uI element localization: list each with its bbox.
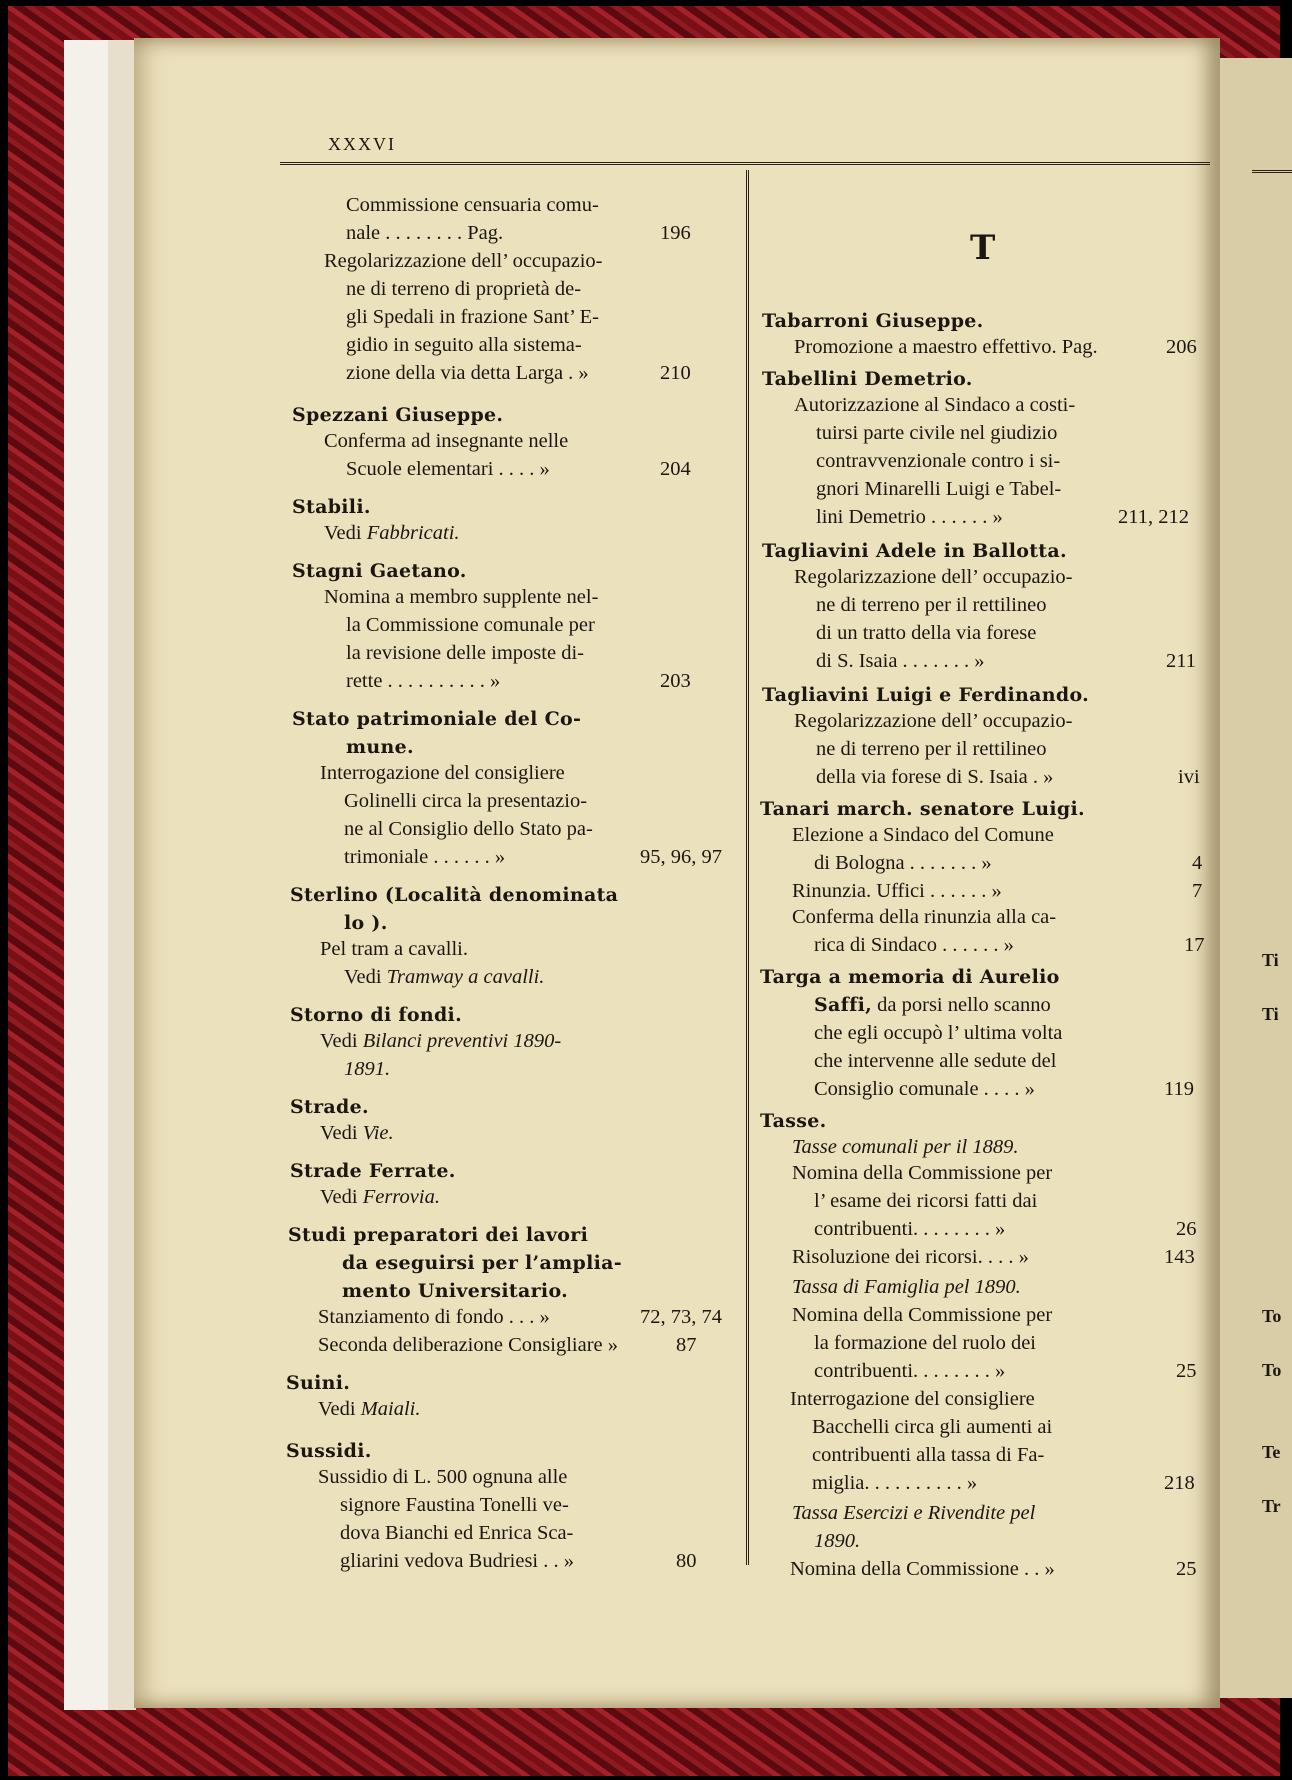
entry-text: 210 xyxy=(660,362,691,384)
entry-text: Saffi, xyxy=(814,994,873,1016)
cross-reference: 1891. xyxy=(344,1058,391,1080)
page-reference xyxy=(1184,934,1205,957)
entry-text: Sterlino (Località denominata xyxy=(290,884,619,906)
entry-text: Strade Ferrate. xyxy=(290,1160,456,1182)
entry-text: Vedi xyxy=(318,1398,361,1420)
entry-text: ivi xyxy=(1178,766,1200,788)
entry-text: Nomina della Commissione . . » xyxy=(790,1558,1055,1580)
entry-text: Nomina a membro supplente nel- xyxy=(324,586,599,608)
page-reference xyxy=(640,1306,722,1329)
entry-text: Stato patrimoniale del Co- xyxy=(292,708,582,730)
index-entry-line xyxy=(812,1444,1044,1467)
index-entry-line xyxy=(814,1050,1056,1073)
entry-text: 203 xyxy=(660,670,691,692)
entry-text: Tabellini Demetrio. xyxy=(762,368,973,390)
entry-text: Regolarizzazione dell’ occupazio- xyxy=(794,710,1073,732)
entry-text: Sussidi. xyxy=(286,1440,372,1462)
index-entry-line xyxy=(816,422,1057,445)
index-entry-line xyxy=(346,334,582,357)
entry-text: 204 xyxy=(660,458,691,480)
entry-text: contribuenti alla tassa di Fa- xyxy=(812,1444,1045,1466)
index-entry-line xyxy=(794,710,1073,733)
entry-text: ne di terreno per il rettilineo xyxy=(816,594,1047,616)
index-entry-line xyxy=(814,1360,1005,1383)
entry-text: mento Universitario. xyxy=(342,1280,568,1302)
entry-text: 26 xyxy=(1176,1218,1197,1240)
entry-text: dova Bianchi ed Enrica Sca- xyxy=(340,1522,574,1544)
index-entry-line xyxy=(792,1162,1052,1185)
index-entry-line xyxy=(814,1218,1005,1241)
index-entry-line xyxy=(816,478,1061,501)
index-entry-line xyxy=(814,1022,1062,1045)
index-heading xyxy=(292,496,371,519)
page-reference xyxy=(640,846,722,869)
entry-text: Sussidio di L. 500 ognuna alle xyxy=(318,1466,568,1488)
entry-text: la revisione delle imposte di- xyxy=(346,642,584,664)
entry-text: Tasse. xyxy=(760,1110,827,1132)
page-gutter xyxy=(108,40,136,1710)
entry-text: 80 xyxy=(676,1550,697,1572)
index-entry-line xyxy=(816,766,1053,789)
entry-text: Studi preparatori dei lavori xyxy=(288,1224,589,1246)
index-heading xyxy=(760,798,1085,821)
entry-text: che intervenne alle sedute del xyxy=(814,1050,1057,1072)
index-entry-line xyxy=(324,586,598,609)
index-entry-line xyxy=(346,194,599,217)
entry-text: Tanari march. senatore Luigi. xyxy=(760,798,1085,820)
index-entry-line xyxy=(816,506,1003,529)
facing-page-fragment: Ti xyxy=(1262,1004,1279,1024)
entry-text-continued: da porsi nello scanno xyxy=(872,994,1051,1016)
entry-text: 17 xyxy=(1184,934,1205,956)
page-reference xyxy=(676,1334,697,1357)
cross-reference: Tasse comunali per il 1889. xyxy=(792,1136,1019,1158)
index-entry-line xyxy=(346,614,595,637)
index-heading xyxy=(342,1280,568,1303)
index-entry-line xyxy=(792,824,1054,847)
entry-text: gnori Minarelli Luigi e Tabel- xyxy=(816,478,1062,500)
entry-text: Scuole elementari . . . . » xyxy=(346,458,550,480)
entry-text: zione della via detta Larga . » xyxy=(346,362,589,384)
entry-text: Storno di fondi. xyxy=(290,1004,462,1026)
entry-text: contravvenzionale contro i si- xyxy=(816,450,1061,472)
index-entry-line xyxy=(792,880,1002,903)
index-heading xyxy=(760,1110,827,1133)
index-heading xyxy=(342,1252,622,1275)
entry-text: della via forese di S. Isaia . » xyxy=(816,766,1054,788)
entry-text: Conferma ad insegnante nelle xyxy=(324,430,569,452)
entry-text: Tagliavini Luigi e Ferdinando. xyxy=(762,684,1090,706)
entry-text: Conferma della rinunzia alla ca- xyxy=(792,906,1057,928)
entry-text: Regolarizzazione dell’ occupazio- xyxy=(794,566,1073,588)
entry-text: che egli occupò l’ ultima volta xyxy=(814,1022,1063,1044)
index-entry-line xyxy=(320,762,565,785)
entry-text: miglia. . . . . . . . . . » xyxy=(812,1472,978,1494)
index-entry-line xyxy=(792,1502,1035,1525)
index-entry-line xyxy=(346,362,589,385)
entry-text: Elezione a Sindaco del Comune xyxy=(792,824,1054,846)
entry-text: mune. xyxy=(346,736,414,758)
entry-text: 143 xyxy=(1164,1246,1195,1268)
entry-text: 25 xyxy=(1176,1558,1197,1580)
entry-text: ne al Consiglio dello Stato pa- xyxy=(344,818,593,840)
entry-text: ne di terreno di proprietà de- xyxy=(346,278,582,300)
index-entry-line xyxy=(792,1136,1018,1159)
index-entry-line xyxy=(816,738,1047,761)
index-entry-line xyxy=(792,1246,1029,1269)
index-entry-line xyxy=(320,938,468,961)
index-entry-line xyxy=(346,222,503,245)
index-heading xyxy=(762,684,1089,707)
index-entry-line xyxy=(318,1306,550,1329)
index-heading xyxy=(762,368,973,391)
cross-reference: 1890. xyxy=(814,1530,861,1552)
index-entry-line xyxy=(814,1530,860,1553)
index-entry-line xyxy=(318,1334,618,1357)
entry-text: 72, 73, 74 xyxy=(640,1306,722,1328)
entry-text: da eseguirsi per l’amplia- xyxy=(342,1252,622,1274)
index-heading xyxy=(286,1440,372,1463)
facing-page-fragment: Tr xyxy=(1262,1496,1281,1516)
index-entry-line xyxy=(344,966,544,989)
entry-text: 25 xyxy=(1176,1360,1197,1382)
entry-text: 87 xyxy=(676,1334,697,1356)
entry-text: Targa a memoria di Aurelio xyxy=(760,966,1060,988)
index-heading xyxy=(290,1004,462,1027)
index-heading xyxy=(760,966,1060,989)
page-reference xyxy=(676,1550,697,1573)
index-entry-line xyxy=(346,642,584,665)
facing-page-fragment: Te xyxy=(1262,1442,1281,1462)
entry-text: Nomina della Commissione per xyxy=(792,1162,1053,1184)
entry-text: Strade. xyxy=(290,1096,369,1118)
entry-text: Risoluzione dei ricorsi. . . . » xyxy=(792,1246,1029,1268)
index-entry-line xyxy=(812,1472,977,1495)
section-letter: T xyxy=(970,228,996,268)
index-entry-line xyxy=(814,1190,1037,1213)
index-entry-line xyxy=(816,450,1060,473)
page-reference xyxy=(660,458,691,481)
index-entry-line xyxy=(794,394,1075,417)
entry-text: di Bologna . . . . . . . » xyxy=(814,852,992,874)
cross-reference: Bilanci preventivi 1890- xyxy=(362,1030,562,1052)
entry-text: 206 xyxy=(1166,336,1197,358)
entry-text: rica di Sindaco . . . . . . » xyxy=(814,934,1014,956)
entry-text: Pel tram a cavalli. xyxy=(320,938,468,960)
index-entry-line xyxy=(340,1494,569,1517)
entry-text: Vedi xyxy=(344,966,387,988)
cross-reference: Tassa Esercizi e Rivendite pel xyxy=(792,1502,1036,1524)
entry-text: nale . . . . . . . . Pag. xyxy=(346,222,504,244)
index-entry-line xyxy=(792,1304,1052,1327)
index-entry-line xyxy=(324,430,568,453)
index-entry-line xyxy=(816,622,1036,645)
index-heading xyxy=(290,1096,369,1119)
entry-text: Autorizzazione al Sindaco a costi- xyxy=(794,394,1076,416)
index-entry-line xyxy=(346,670,500,693)
index-entry-line xyxy=(324,250,603,273)
entry-text: Vedi xyxy=(320,1030,363,1052)
page-reference xyxy=(1118,506,1189,529)
entry-text: Golinelli circa la presentazio- xyxy=(344,790,588,812)
column-divider xyxy=(746,170,749,1565)
entry-text: contribuenti. . . . . . . . » xyxy=(814,1360,1006,1382)
page-reference xyxy=(1192,880,1202,903)
index-entry-line xyxy=(794,336,1098,359)
entry-text: signore Faustina Tonelli ve- xyxy=(340,1494,569,1516)
index-heading xyxy=(290,884,618,907)
entry-text: Promozione a maestro effettivo. Pag. xyxy=(794,336,1098,358)
index-entry-line xyxy=(814,934,1014,957)
index-entry-line xyxy=(814,1332,1036,1355)
entry-text: di S. Isaia . . . . . . . » xyxy=(816,650,985,672)
page-reference xyxy=(1176,1218,1197,1241)
entry-text: Commissione censuaria comu- xyxy=(346,194,599,216)
page-reference xyxy=(1164,1472,1195,1495)
entry-text: Seconda deliberazione Consigliare » xyxy=(318,1334,618,1356)
entry-text: Vedi xyxy=(320,1186,363,1208)
entry-text: Nomina della Commissione per xyxy=(792,1304,1053,1326)
index-entry-line xyxy=(814,1078,1035,1101)
index-heading xyxy=(346,736,414,759)
entry-text: trimoniale . . . . . . » xyxy=(344,846,506,868)
page-reference xyxy=(1176,1360,1197,1383)
page-reference xyxy=(660,222,691,245)
entry-text: Stagni Gaetano. xyxy=(292,560,467,582)
entry-text: 211, 212 xyxy=(1118,506,1189,528)
index-entry-line xyxy=(324,522,460,545)
entry-text: Tagliavini Adele in Ballotta. xyxy=(762,540,1067,562)
facing-page-rule xyxy=(1252,170,1292,173)
index-entry-line xyxy=(346,278,581,301)
entry-text: Suini. xyxy=(286,1372,351,1394)
entry-text: gidio in seguito alla sistema- xyxy=(346,334,582,356)
cross-reference: Tassa di Famiglia pel 1890. xyxy=(792,1276,1021,1298)
index-heading xyxy=(286,1372,350,1395)
page-reference xyxy=(660,362,691,385)
entry-text: Vedi xyxy=(324,522,367,544)
entry-text: Tabarroni Giuseppe. xyxy=(762,310,984,332)
index-entry-line xyxy=(340,1550,574,1573)
entry-text: tuirsi parte civile nel giudizio xyxy=(816,422,1058,444)
entry-text: 95, 96, 97 xyxy=(640,846,722,868)
entry-text: ne di terreno per il rettilineo xyxy=(816,738,1047,760)
entry-text: la Commissione comunale per xyxy=(346,614,595,636)
index-entry-line xyxy=(320,1186,440,1209)
index-heading xyxy=(290,1160,456,1183)
index-heading xyxy=(762,540,1067,563)
index-entry-line xyxy=(346,458,550,481)
entry-text: rette . . . . . . . . . . » xyxy=(346,670,501,692)
entry-text: contribuenti. . . . . . . . » xyxy=(814,1218,1006,1240)
facing-page-fragment: To xyxy=(1262,1306,1282,1326)
entry-text: Bacchelli circa gli aumenti ai xyxy=(812,1416,1053,1438)
page-reference xyxy=(1164,1246,1195,1269)
entry-text: Stabili. xyxy=(292,496,371,518)
cross-reference: Tramway a cavalli. xyxy=(386,966,545,988)
header-rule xyxy=(280,162,1210,167)
entry-text: 7 xyxy=(1192,880,1203,902)
entry-text: Interrogazione del consigliere xyxy=(790,1388,1035,1410)
index-entry-line xyxy=(794,566,1073,589)
index-entry-line xyxy=(344,790,587,813)
page-reference xyxy=(1178,766,1200,789)
index-entry-line xyxy=(816,650,985,673)
index-entry-line xyxy=(790,1558,1055,1581)
index-entry-line xyxy=(812,1416,1052,1439)
index-heading xyxy=(292,404,503,427)
entry-text: Rinunzia. Uffici . . . . . . » xyxy=(792,880,1002,902)
index-heading xyxy=(288,1224,588,1247)
entry-text: gli Spedali in frazione Sant’ E- xyxy=(346,306,599,328)
index-entry-line xyxy=(814,852,992,875)
index-entry-line xyxy=(792,1276,1021,1299)
entry-text: 196 xyxy=(660,222,691,244)
entry-text: gliarini vedova Budriesi . . » xyxy=(340,1550,574,1572)
page-reference xyxy=(1192,852,1202,875)
entry-text: Vedi xyxy=(320,1122,363,1144)
entry-text: di un tratto della via forese xyxy=(816,622,1037,644)
entry-text: 218 xyxy=(1164,1472,1195,1494)
index-entry-line xyxy=(344,818,593,841)
index-entry-line xyxy=(792,906,1056,929)
entry-text: 119 xyxy=(1164,1078,1194,1100)
page-reference xyxy=(660,670,691,693)
index-heading xyxy=(292,708,581,731)
index-heading xyxy=(814,994,1051,1017)
cross-reference: Fabbricati. xyxy=(366,522,460,544)
index-heading xyxy=(292,560,467,583)
entry-text: Stanziamento di fondo . . . » xyxy=(318,1306,550,1328)
entry-text: lo ). xyxy=(344,912,388,934)
entry-text: Spezzani Giuseppe. xyxy=(292,404,504,426)
entry-text: Interrogazione del consigliere xyxy=(320,762,565,784)
facing-page-fragment: To xyxy=(1262,1360,1282,1380)
entry-text: Consiglio comunale . . . . » xyxy=(814,1078,1035,1100)
cross-reference: Maiali. xyxy=(360,1398,421,1420)
index-entry-line xyxy=(320,1122,394,1145)
index-entry-line xyxy=(346,306,599,329)
entry-text: lini Demetrio . . . . . . » xyxy=(816,506,1003,528)
cross-reference: Vie. xyxy=(362,1122,394,1144)
page-reference xyxy=(1164,1078,1194,1101)
entry-text: 4 xyxy=(1192,852,1203,874)
facing-page-fragment: Ti xyxy=(1262,950,1279,970)
entry-text: la formazione del ruolo dei xyxy=(814,1332,1036,1354)
index-entry-line xyxy=(790,1388,1035,1411)
index-heading xyxy=(344,912,388,935)
facing-page-edge xyxy=(1220,58,1292,1698)
index-entry-line xyxy=(344,846,505,869)
page-reference xyxy=(1166,336,1197,359)
entry-text: Regolarizzazione dell’ occupazio- xyxy=(324,250,603,272)
page-reference xyxy=(1166,650,1196,673)
page-folio: XXXVI xyxy=(328,134,396,154)
index-entry-line xyxy=(816,594,1047,617)
index-heading xyxy=(762,310,984,333)
cross-reference: Ferrovia. xyxy=(362,1186,440,1208)
index-entry-line xyxy=(318,1466,567,1489)
page-reference xyxy=(1176,1558,1197,1581)
index-entry-line xyxy=(320,1030,561,1053)
index-entry-line xyxy=(344,1058,390,1081)
entry-text: l’ esame dei ricorsi fatti dai xyxy=(814,1190,1038,1212)
index-entry-line xyxy=(318,1398,421,1421)
index-entry-line xyxy=(340,1522,573,1545)
entry-text: 211 xyxy=(1166,650,1196,672)
